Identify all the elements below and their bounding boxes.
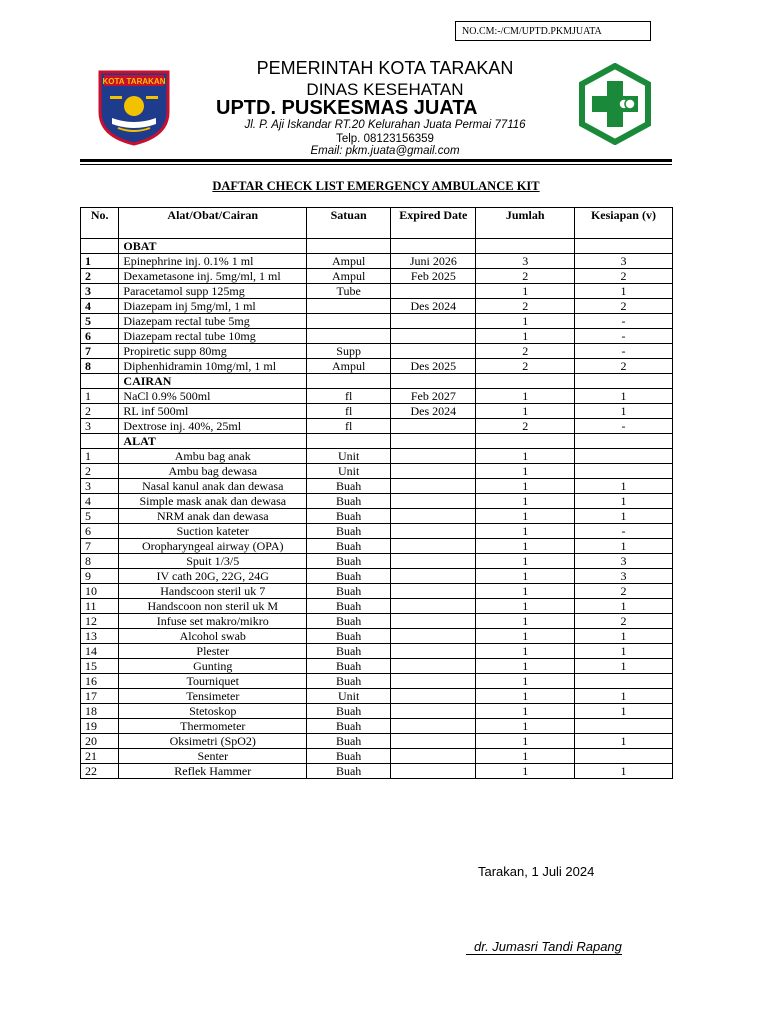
cell-item: Spuit 1/3/5 xyxy=(119,554,307,569)
cell-item: Gunting xyxy=(119,659,307,674)
cell-item: Nasal kanul anak dan dewasa xyxy=(119,479,307,494)
cell-no: 19 xyxy=(81,719,119,734)
cell-item: IV cath 20G, 22G, 24G xyxy=(119,569,307,584)
header-department: DINAS KESEHATAN xyxy=(306,80,464,99)
cell-unit: Buah xyxy=(307,674,391,689)
cell-expired: Feb 2025 xyxy=(391,269,476,284)
cell-quantity: 1 xyxy=(476,524,575,539)
cell-no: 2 xyxy=(81,404,119,419)
cell-readiness: 1 xyxy=(574,389,672,404)
cell-readiness: 1 xyxy=(574,764,672,779)
header-rule-thick xyxy=(80,159,672,162)
cell-expired xyxy=(391,719,476,734)
cell-item: Tensimeter xyxy=(119,689,307,704)
cell-readiness: 2 xyxy=(574,584,672,599)
cell-no: 2 xyxy=(81,269,119,284)
cell-readiness: - xyxy=(574,344,672,359)
cell-readiness: - xyxy=(574,314,672,329)
cell-quantity: 1 xyxy=(476,719,575,734)
kota-tarakan-emblem-icon xyxy=(96,66,172,146)
cell-no: 17 xyxy=(81,689,119,704)
table-row xyxy=(81,644,673,659)
cell-no: 7 xyxy=(81,539,119,554)
cell-quantity: 2 xyxy=(476,269,575,284)
cell-item: Infuse set makro/mikro xyxy=(119,614,307,629)
section-cell-empty xyxy=(476,374,575,389)
section-cell-empty xyxy=(574,239,672,254)
cell-unit: Buah xyxy=(307,704,391,719)
cell-unit: Buah xyxy=(307,539,391,554)
col-header-readiness: Kesiapan (v) xyxy=(574,208,672,239)
cell-no: 18 xyxy=(81,704,119,719)
section-cell-empty xyxy=(574,434,672,449)
cell-item: RL inf 500ml xyxy=(119,404,307,419)
cell-unit xyxy=(307,329,391,344)
cell-no: 3 xyxy=(81,419,119,434)
cell-expired xyxy=(391,764,476,779)
table-row xyxy=(81,674,673,689)
cell-item: Paracetamol supp 125mg xyxy=(119,284,307,299)
cell-expired xyxy=(391,284,476,299)
table-row xyxy=(81,449,673,464)
document-title: DAFTAR CHECK LIST EMERGENCY AMBULANCE KIT xyxy=(212,179,540,193)
cell-item: Diazepam rectal tube 5mg xyxy=(119,314,307,329)
cell-unit: Tube xyxy=(307,284,391,299)
section-cell-empty xyxy=(391,374,476,389)
table-row xyxy=(81,329,673,344)
cell-quantity: 1 xyxy=(476,284,575,299)
cell-expired xyxy=(391,344,476,359)
cell-no: 6 xyxy=(81,329,119,344)
cell-expired xyxy=(391,554,476,569)
cell-item: Diphenhidramin 10mg/ml, 1 ml xyxy=(119,359,307,374)
cell-quantity: 1 xyxy=(476,674,575,689)
table-row xyxy=(81,704,673,719)
cell-item: Dexametasone inj. 5mg/ml, 1 ml xyxy=(119,269,307,284)
table-row xyxy=(81,494,673,509)
cell-quantity: 1 xyxy=(476,509,575,524)
cell-expired xyxy=(391,449,476,464)
emblem-label: KOTA TARAKAN xyxy=(102,77,166,86)
cell-no: 8 xyxy=(81,554,119,569)
cell-item: Stetoskop xyxy=(119,704,307,719)
cell-item: Propiretic supp 80mg xyxy=(119,344,307,359)
table-row xyxy=(81,689,673,704)
section-cell-empty xyxy=(307,239,391,254)
cell-quantity: 1 xyxy=(476,614,575,629)
table-row xyxy=(81,599,673,614)
cell-no: 2 xyxy=(81,464,119,479)
cell-quantity: 1 xyxy=(476,689,575,704)
section-row xyxy=(81,434,673,449)
cell-no: 1 xyxy=(81,254,119,269)
cell-quantity: 1 xyxy=(476,539,575,554)
cell-expired xyxy=(391,479,476,494)
cell-item: Epinephrine inj. 0.1% 1 ml xyxy=(119,254,307,269)
col-header-no: No. xyxy=(81,208,119,239)
cell-quantity: 1 xyxy=(476,314,575,329)
cell-no: 8 xyxy=(81,359,119,374)
cell-unit xyxy=(307,314,391,329)
cell-no: 4 xyxy=(81,494,119,509)
cell-unit: fl xyxy=(307,389,391,404)
cell-item: Alcohol swab xyxy=(119,629,307,644)
cell-quantity: 1 xyxy=(476,749,575,764)
cell-no: 11 xyxy=(81,599,119,614)
cell-item: Handscoon steril uk 7 xyxy=(119,584,307,599)
cell-expired xyxy=(391,614,476,629)
table-row xyxy=(81,659,673,674)
cell-readiness: 1 xyxy=(574,644,672,659)
cell-readiness: 1 xyxy=(574,539,672,554)
cell-readiness: 1 xyxy=(574,494,672,509)
section-cell-empty xyxy=(476,434,575,449)
cell-quantity: 1 xyxy=(476,644,575,659)
document-number: NO.CM:-/CM/UPTD.PKMJUATA xyxy=(455,21,651,41)
cell-no: 10 xyxy=(81,584,119,599)
table-row xyxy=(81,299,673,314)
cell-expired xyxy=(391,584,476,599)
cell-quantity: 1 xyxy=(476,389,575,404)
cell-quantity: 1 xyxy=(476,659,575,674)
cell-item: Diazepam inj 5mg/ml, 1 ml xyxy=(119,299,307,314)
cell-readiness xyxy=(574,449,672,464)
section-row xyxy=(81,374,673,389)
table-row xyxy=(81,569,673,584)
cell-item: Senter xyxy=(119,749,307,764)
cell-expired: Des 2025 xyxy=(391,359,476,374)
cell-unit: Buah xyxy=(307,749,391,764)
cell-expired xyxy=(391,599,476,614)
cell-quantity: 1 xyxy=(476,569,575,584)
section-cell-empty xyxy=(574,374,672,389)
cell-unit: Buah xyxy=(307,629,391,644)
cell-no: 16 xyxy=(81,674,119,689)
cell-unit: Unit xyxy=(307,689,391,704)
section-row xyxy=(81,239,673,254)
place-date: Tarakan, 1 Juli 2024 xyxy=(478,864,595,879)
cell-expired xyxy=(391,569,476,584)
cell-unit xyxy=(307,299,391,314)
cell-item: NRM anak dan dewasa xyxy=(119,509,307,524)
cell-no: 13 xyxy=(81,629,119,644)
cell-readiness: 1 xyxy=(574,509,672,524)
cell-expired xyxy=(391,539,476,554)
cell-readiness xyxy=(574,674,672,689)
header-address: Jl. P. Aji Iskandar RT.20 Kelurahan Juata Permai 77116 xyxy=(244,119,526,131)
cell-item: Plester xyxy=(119,644,307,659)
cell-no: 12 xyxy=(81,614,119,629)
header-phone: Telp. 0812315635​9 xyxy=(336,133,434,145)
header-email: Email: pkm.juata@gmail.com xyxy=(310,145,460,157)
cell-quantity: 1 xyxy=(476,704,575,719)
cell-quantity: 3 xyxy=(476,254,575,269)
cell-no: 21 xyxy=(81,749,119,764)
table-row xyxy=(81,584,673,599)
table-row xyxy=(81,479,673,494)
cell-readiness: 3 xyxy=(574,554,672,569)
cell-quantity: 1 xyxy=(476,494,575,509)
table-row xyxy=(81,314,673,329)
cell-unit: Buah xyxy=(307,569,391,584)
cell-no: 9 xyxy=(81,569,119,584)
cell-readiness: 2 xyxy=(574,359,672,374)
cell-unit: Buah xyxy=(307,764,391,779)
cell-expired xyxy=(391,674,476,689)
cell-no: 3 xyxy=(81,479,119,494)
table-row xyxy=(81,629,673,644)
cell-no: 15 xyxy=(81,659,119,674)
cell-quantity: 1 xyxy=(476,734,575,749)
cell-no: 5 xyxy=(81,314,119,329)
cell-no: 4 xyxy=(81,299,119,314)
header-government: PEMERINTAH KOTA TARAKAN xyxy=(256,58,514,78)
cell-expired xyxy=(391,689,476,704)
cell-unit: Buah xyxy=(307,644,391,659)
cell-unit: Buah xyxy=(307,719,391,734)
cell-quantity: 1 xyxy=(476,404,575,419)
table-row xyxy=(81,464,673,479)
cell-quantity: 1 xyxy=(476,449,575,464)
cell-expired xyxy=(391,659,476,674)
cell-unit: Supp xyxy=(307,344,391,359)
cell-unit: Unit xyxy=(307,464,391,479)
cell-unit: Buah xyxy=(307,584,391,599)
cell-readiness: 1 xyxy=(574,284,672,299)
cell-unit: Ampul xyxy=(307,269,391,284)
col-header-unit: Satuan xyxy=(307,208,391,239)
table-row xyxy=(81,509,673,524)
cell-readiness: 1 xyxy=(574,479,672,494)
cell-quantity: 1 xyxy=(476,599,575,614)
cell-unit: Ampul xyxy=(307,359,391,374)
cell-expired: Juni 2026 xyxy=(391,254,476,269)
cell-readiness: 1 xyxy=(574,689,672,704)
cell-item: Oksimetri (SpO2) xyxy=(119,734,307,749)
table-row xyxy=(81,254,673,269)
table-row xyxy=(81,284,673,299)
cell-item: Simple mask anak dan dewasa xyxy=(119,494,307,509)
section-cell-no xyxy=(81,434,119,449)
cell-unit: Buah xyxy=(307,479,391,494)
cell-unit: Buah xyxy=(307,524,391,539)
cell-no: 14 xyxy=(81,644,119,659)
cell-item: Handscoon non steril uk M xyxy=(119,599,307,614)
cell-item: Suction kateter xyxy=(119,524,307,539)
section-cell-empty xyxy=(476,239,575,254)
cell-readiness: 2 xyxy=(574,299,672,314)
section-cell-empty xyxy=(307,374,391,389)
table-row xyxy=(81,419,673,434)
cell-unit: Buah xyxy=(307,509,391,524)
cell-readiness: 1 xyxy=(574,704,672,719)
col-header-item: Alat/Obat/Cairan xyxy=(119,208,307,239)
cell-readiness: 1 xyxy=(574,404,672,419)
table-row xyxy=(81,749,673,764)
cell-expired xyxy=(391,314,476,329)
cell-readiness xyxy=(574,749,672,764)
cell-item: Ambu bag dewasa xyxy=(119,464,307,479)
cell-expired xyxy=(391,734,476,749)
cell-expired: Des 2024 xyxy=(391,404,476,419)
section-cell-empty xyxy=(391,434,476,449)
section-title: OBAT xyxy=(119,239,307,254)
signatory-name: dr. Jumasri Tandi Rapang xyxy=(466,939,622,955)
cell-quantity: 1 xyxy=(476,764,575,779)
header-institution: UPTD. PUSKESMAS JUATA xyxy=(216,97,478,119)
cell-expired xyxy=(391,419,476,434)
cell-readiness xyxy=(574,719,672,734)
cell-readiness: 2 xyxy=(574,269,672,284)
cell-readiness: 1 xyxy=(574,734,672,749)
cell-item: Thermometer xyxy=(119,719,307,734)
cell-readiness: 3 xyxy=(574,254,672,269)
cell-no: 3 xyxy=(81,284,119,299)
cell-no: 5 xyxy=(81,509,119,524)
cell-readiness: 3 xyxy=(574,569,672,584)
cell-quantity: 2 xyxy=(476,419,575,434)
cell-no: 1 xyxy=(81,449,119,464)
section-cell-no xyxy=(81,374,119,389)
table-row xyxy=(81,359,673,374)
cell-item: Diazepam rectal tube 10mg xyxy=(119,329,307,344)
section-cell-empty xyxy=(391,239,476,254)
table-body xyxy=(81,239,673,779)
cell-no: 1 xyxy=(81,389,119,404)
cell-readiness: - xyxy=(574,419,672,434)
checklist-table xyxy=(80,207,673,779)
cell-quantity: 1 xyxy=(476,629,575,644)
cell-expired: Feb 2027 xyxy=(391,389,476,404)
table-row xyxy=(81,344,673,359)
cell-item: Ambu bag anak xyxy=(119,449,307,464)
cell-quantity: 1 xyxy=(476,464,575,479)
cell-quantity: 2 xyxy=(476,344,575,359)
cell-unit: Buah xyxy=(307,659,391,674)
cell-quantity: 1 xyxy=(476,584,575,599)
cell-readiness: 1 xyxy=(574,629,672,644)
cell-no: 22 xyxy=(81,764,119,779)
cell-unit: Buah xyxy=(307,494,391,509)
cell-item: Tourniquet xyxy=(119,674,307,689)
col-header-expired: Expired Date xyxy=(391,208,476,239)
cell-expired xyxy=(391,329,476,344)
cell-no: 20 xyxy=(81,734,119,749)
cell-expired xyxy=(391,509,476,524)
table-row xyxy=(81,614,673,629)
cell-unit: Unit xyxy=(307,449,391,464)
cell-no: 7 xyxy=(81,344,119,359)
cell-unit: Buah xyxy=(307,734,391,749)
cell-expired xyxy=(391,704,476,719)
col-header-quantity: Jumlah xyxy=(476,208,575,239)
section-title: CAIRAN xyxy=(119,374,307,389)
section-cell-empty xyxy=(307,434,391,449)
cell-readiness: - xyxy=(574,329,672,344)
cell-readiness: 1 xyxy=(574,659,672,674)
cell-readiness: 2 xyxy=(574,614,672,629)
cell-expired xyxy=(391,644,476,659)
table-row xyxy=(81,539,673,554)
cell-expired xyxy=(391,524,476,539)
cell-no: 6 xyxy=(81,524,119,539)
cell-unit: Ampul xyxy=(307,254,391,269)
cell-quantity: 1 xyxy=(476,329,575,344)
cell-expired xyxy=(391,749,476,764)
table-row xyxy=(81,404,673,419)
cell-quantity: 1 xyxy=(476,554,575,569)
cell-item: Oropharyngeal airway (OPA) xyxy=(119,539,307,554)
table-row xyxy=(81,719,673,734)
table-row xyxy=(81,554,673,569)
table-row xyxy=(81,269,673,284)
cell-expired xyxy=(391,494,476,509)
cell-quantity: 2 xyxy=(476,299,575,314)
table-row xyxy=(81,389,673,404)
cell-readiness: - xyxy=(574,524,672,539)
cell-unit: Buah xyxy=(307,599,391,614)
section-title: ALAT xyxy=(119,434,307,449)
cell-item: NaCl 0.9% 500ml xyxy=(119,389,307,404)
cell-expired: Des 2024 xyxy=(391,299,476,314)
cell-expired xyxy=(391,464,476,479)
cell-item: Reflek Hammer xyxy=(119,764,307,779)
table-row xyxy=(81,734,673,749)
cell-unit: fl xyxy=(307,404,391,419)
cell-item: Dextrose inj. 40%, 25ml xyxy=(119,419,307,434)
section-cell-no xyxy=(81,239,119,254)
cell-unit: Buah xyxy=(307,614,391,629)
table-row xyxy=(81,764,673,779)
table-row xyxy=(81,524,673,539)
cell-readiness xyxy=(574,464,672,479)
table-header-row xyxy=(81,208,673,239)
cell-quantity: 2 xyxy=(476,359,575,374)
cell-expired xyxy=(391,629,476,644)
header-rule-thin xyxy=(80,164,672,165)
cell-unit: fl xyxy=(307,419,391,434)
cell-readiness: 1 xyxy=(574,599,672,614)
cell-quantity: 1 xyxy=(476,479,575,494)
cell-unit: Buah xyxy=(307,554,391,569)
